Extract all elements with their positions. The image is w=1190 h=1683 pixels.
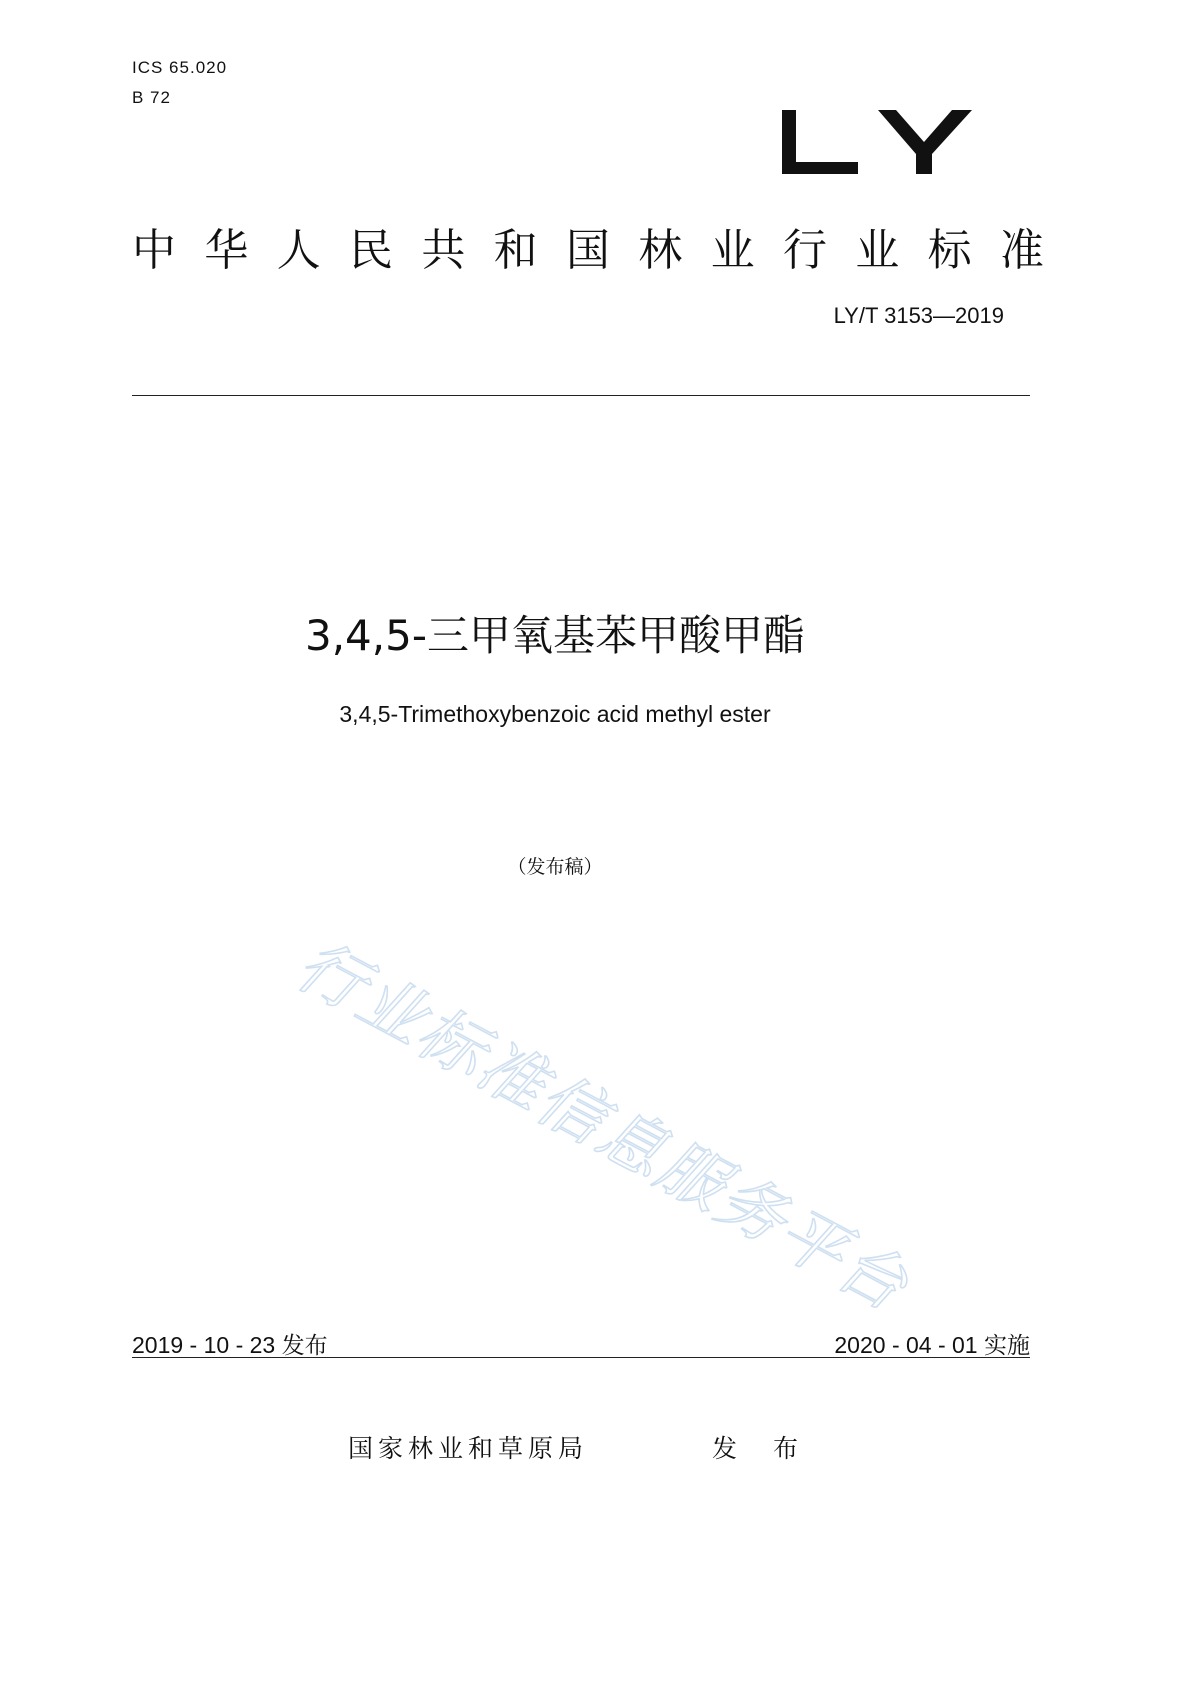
bottom-divider (132, 1357, 1030, 1358)
org-title-char: 业 (855, 225, 900, 276)
ly-logo-letter-y (878, 110, 972, 174)
org-title-char: 人 (276, 225, 321, 276)
watermark (282, 920, 919, 1326)
watermark-char: 业 (344, 959, 439, 1059)
ly-logo (780, 100, 980, 180)
watermark-char: 平 (764, 1192, 859, 1292)
org-title-char: 准 (999, 225, 1044, 276)
org-title-char: 中 (132, 225, 176, 276)
issue-date: 2019 - 10 - 23 发布 (132, 1332, 328, 1358)
org-title-char: 和 (493, 225, 538, 276)
publish-label: 发 布 (712, 1434, 812, 1463)
org-title-char: 标 (927, 225, 972, 276)
org-title-char: 业 (710, 225, 755, 276)
watermark-char: 台 (824, 1226, 919, 1326)
watermark-char: 行 (284, 926, 379, 1026)
org-title-char: 华 (204, 225, 249, 276)
ccs-code: B 72 (132, 88, 171, 107)
watermark-char: 息 (584, 1092, 679, 1192)
effective-date: 2020 - 04 - 01 实施 (834, 1332, 1030, 1358)
draft-status: （发布稿） (507, 856, 603, 878)
organization-title (132, 218, 1044, 274)
ics-code: ICS 65.020 (132, 58, 228, 77)
org-title-char: 共 (421, 225, 466, 276)
watermark-char: 信 (524, 1059, 619, 1159)
issuing-authority: 国家林业和草原局 (348, 1434, 589, 1463)
ly-logo-letter-l (782, 110, 858, 174)
watermark-char: 服 (644, 1126, 739, 1226)
org-title-char: 国 (565, 225, 610, 276)
top-divider (132, 395, 1030, 396)
org-title-char: 行 (782, 225, 827, 276)
org-title-char: 民 (348, 225, 393, 276)
title-chinese: 3,4,5-三甲氧基苯甲酸甲酯 (304, 611, 806, 660)
title-english: 3,4,5-Trimethoxybenzoic acid methyl ester (339, 701, 771, 727)
watermark-char: 准 (464, 1026, 559, 1126)
standard-number: LY/T 3153—2019 (833, 303, 1004, 328)
watermark-char: 标 (404, 992, 499, 1092)
org-title-char: 林 (638, 225, 683, 276)
watermark-char: 务 (704, 1159, 799, 1259)
